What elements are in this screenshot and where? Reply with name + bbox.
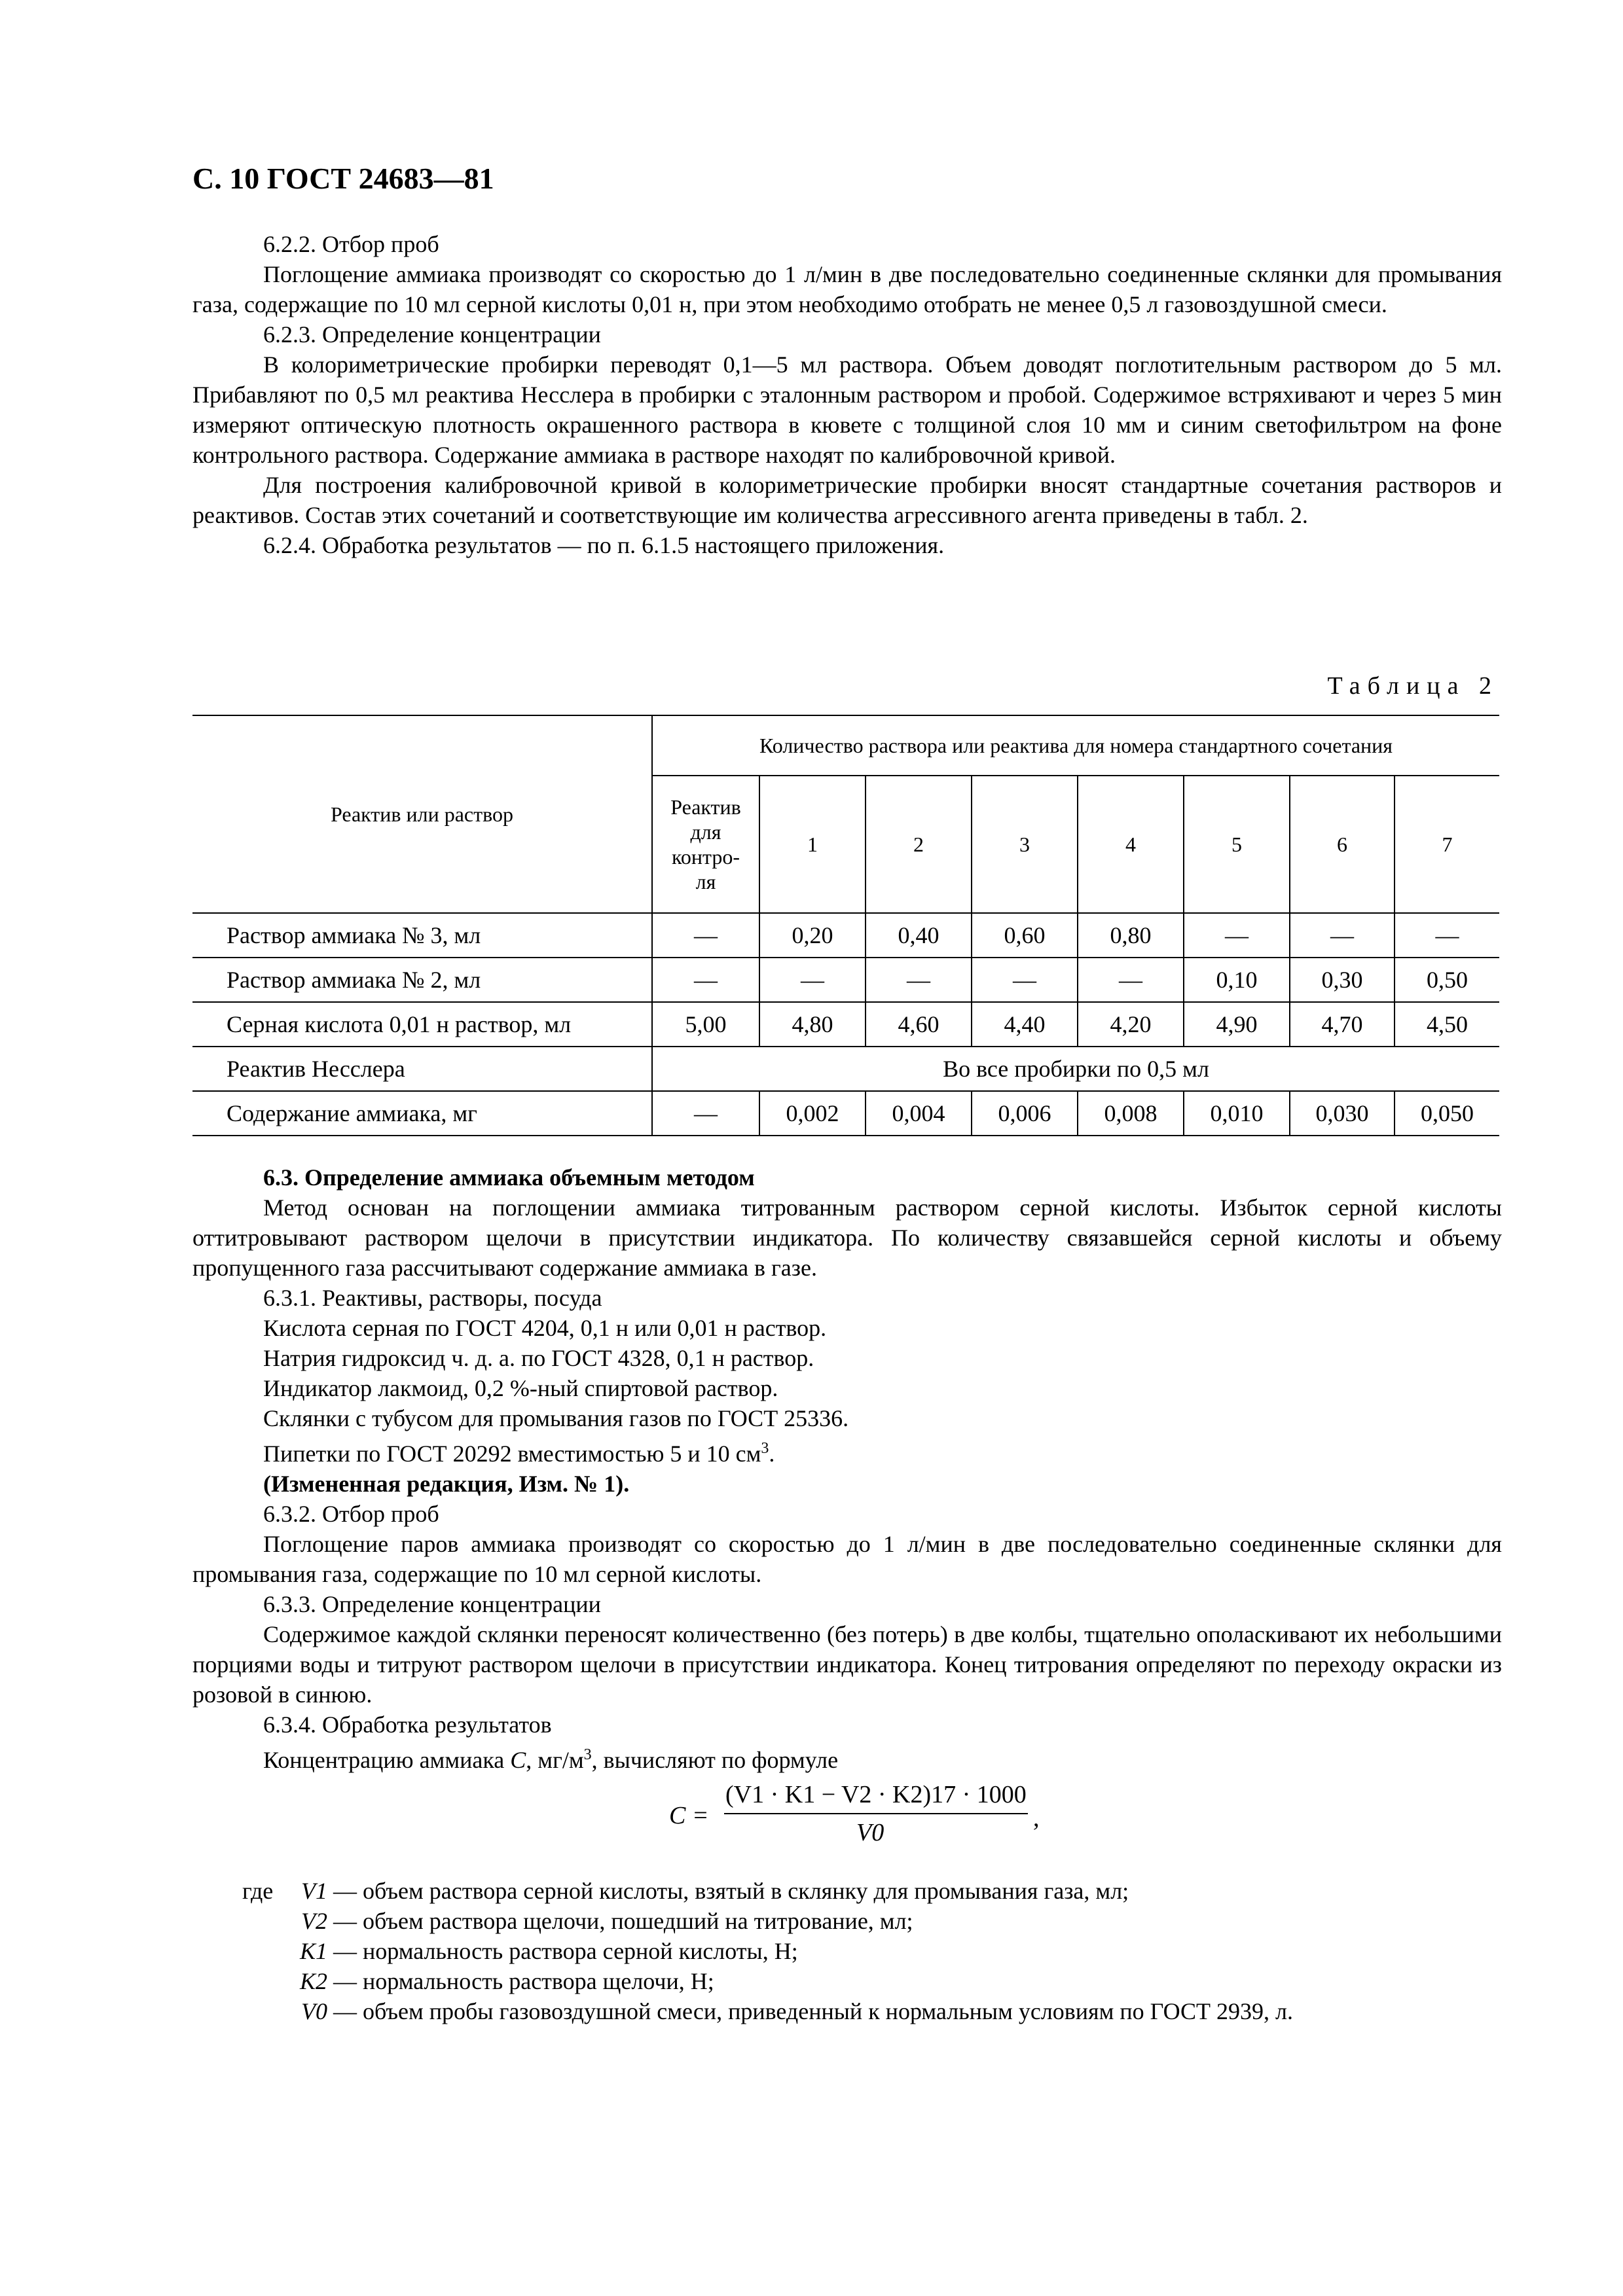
table-cell: 5,00: [652, 1002, 759, 1047]
table-cell: —: [1290, 913, 1395, 958]
reagent-line: [192, 1433, 1502, 1469]
superscript: 3: [583, 1746, 592, 1763]
table-cell: —: [1078, 958, 1184, 1002]
table-2: [192, 715, 1499, 1136]
table-cell: 0,80: [1078, 913, 1184, 958]
table-header-number: 5: [1184, 776, 1290, 913]
text: , вычисляют по формуле: [591, 1747, 839, 1773]
legend-item: [242, 1966, 1293, 1996]
table-header-group: Количество раствора или реактива для номера стандартного сочетания: [652, 715, 1499, 776]
paragraph: Поглощение аммиака производят со скоростью до 1 л/мин в две последовательно соединенные склянки для промывания газа, содержащие по 10 мл серной кислоты 0,01 н, при этом необходимо отобрать не менее 0,5 л газовоздушной смеси.: [192, 261, 1502, 317]
table-cell: 0,20: [759, 913, 866, 958]
table-row-label: Реактив Несслера: [192, 1047, 652, 1091]
symbol-c: C: [510, 1747, 526, 1773]
legend-text: — нормальность раствора щелочи, Н;: [333, 1968, 714, 1994]
fraction-bar: [724, 1813, 1028, 1814]
punctuation: .: [769, 1441, 775, 1467]
table-header-number: 3: [972, 776, 1078, 913]
section-6-2-text: [192, 229, 1502, 560]
table-cell: —: [866, 958, 972, 1002]
legend-item: [242, 1906, 1293, 1936]
page-header: С. 10 ГОСТ 24683—81: [192, 162, 494, 195]
legend-symbol: V1: [301, 1878, 327, 1904]
table-row-label: Раствор аммиака № 3, мл: [192, 913, 652, 958]
legend-symbol: V2: [301, 1908, 327, 1934]
legend-symbol: K1: [299, 1938, 327, 1964]
legend-text: — нормальность раствора серной кислоты, Н;: [333, 1938, 798, 1964]
legend-item: [242, 1996, 1293, 2026]
table-cell: 0,008: [1078, 1091, 1184, 1136]
paragraph: Для построения калибровочной кривой в колориметрические пробирки вносят стандартные сочетания растворов и реактивов. Состав этих сочетаний и соответствующие им количества агрессивного агента приведены в табл. 2.: [192, 472, 1502, 528]
subheading-6-2-4: 6.2.4. Обработка результатов — по п. 6.1.5 настоящего приложения.: [263, 532, 945, 558]
section-heading-6-3: 6.3. Определение аммиака объемным методом: [263, 1164, 755, 1191]
table-header-label: Реактив или раствор: [192, 715, 652, 913]
legend-text: — объем раствора серной кислоты, взятый в склянку для промывания газа, мл;: [333, 1878, 1129, 1904]
reagent-text: Пипетки по ГОСТ 20292 вместимостью 5 и 10 см: [263, 1441, 761, 1467]
formula-denominator: V0: [856, 1819, 884, 1846]
table-cell: —: [652, 1091, 759, 1136]
table-cell: 0,60: [972, 913, 1078, 958]
formula-comma: ,: [1033, 1804, 1040, 1832]
table-header-number: 4: [1078, 776, 1184, 913]
table-row: [192, 913, 1499, 958]
paragraph: Содержимое каждой склянки переносят количественно (без потерь) в две колбы, тщательно ополаскивают их небольшими порциями воды и титруют раствором щелочи в присутствии индикатора. Конец титрования определяют по переходу окраски из розовой в синюю.: [192, 1621, 1502, 1708]
table-cell: 0,050: [1395, 1091, 1499, 1136]
superscript: 3: [761, 1440, 769, 1457]
legend-symbol: K2: [299, 1968, 327, 1994]
subheading-6-3-2: 6.3.2. Отбор проб: [263, 1501, 439, 1527]
table-cell: 4,70: [1290, 1002, 1395, 1047]
table-cell: 4,80: [759, 1002, 866, 1047]
table-merged-cell: Во все пробирки по 0,5 мл: [652, 1047, 1499, 1091]
concentration-formula: [661, 1767, 1120, 1865]
table-header-control: Реактив для контро- ля: [652, 776, 759, 913]
table-cell: 0,030: [1290, 1091, 1395, 1136]
table-caption: Таблица 2: [1327, 672, 1499, 700]
table-cell: —: [652, 913, 759, 958]
legend-text: — объем пробы газовоздушной смеси, приведенный к нормальным условиям по ГОСТ 2939, л.: [333, 1998, 1293, 2024]
reagent-line: Натрия гидроксид ч. д. а. по ГОСТ 4328, 0,1 н раствор.: [263, 1345, 814, 1371]
table-cell: —: [1184, 913, 1290, 958]
where-word: где: [242, 1878, 274, 1904]
table-cell: —: [759, 958, 866, 1002]
table-row-label: Содержание аммиака, мг: [192, 1091, 652, 1136]
table-cell: 0,50: [1395, 958, 1499, 1002]
text: Концентрацию аммиака: [263, 1747, 511, 1773]
table-cell: 4,60: [866, 1002, 972, 1047]
paragraph: В колориметрические пробирки переводят 0,1—5 мл раствора. Объем доводят поглотительным раствором до 5 мл. Прибавляют по 0,5 мл реактива Несслера в пробирки с эталонным раствором и пробой. Содержимое встряхивают и через 5 мин измеряют оптическую плотность окрашенного раствора в кювете с толщиной слоя 10 мм и синим светофильтром на фоне контрольного раствора. Содержание аммиака в растворе находят по калибровочной кривой.: [192, 351, 1502, 468]
formula-numerator: (V1 · K1 − V2 · K2)17 · 1000: [725, 1781, 1027, 1808]
table-header-number: 1: [759, 776, 866, 913]
table-cell: 0,002: [759, 1091, 866, 1136]
section-6-3-text: [192, 1162, 1502, 1775]
table-row-label: Серная кислота 0,01 н раствор, мл: [192, 1002, 652, 1047]
table-cell: 0,30: [1290, 958, 1395, 1002]
paragraph: Метод основан на поглощении аммиака титрованным раствором серной кислоты. Избыток серной кислоты оттитровывают раствором щелочи в присутствии индикатора. По количеству связавшейся серной кислоты и объему пропущенного газа рассчитывают содержание аммиака в газе.: [192, 1194, 1502, 1281]
table-header-number: 7: [1395, 776, 1499, 913]
reagent-line: Индикатор лакмоид, 0,2 %-ный спиртовой раствор.: [263, 1375, 778, 1401]
table-cell: 0,006: [972, 1091, 1078, 1136]
legend-text: — объем раствора щелочи, пошедший на титрование, мл;: [333, 1908, 913, 1934]
table-header-number: 6: [1290, 776, 1395, 913]
table-cell: —: [652, 958, 759, 1002]
subheading-6-3-1: 6.3.1. Реактивы, растворы, посуда: [263, 1285, 602, 1311]
table-cell: 0,010: [1184, 1091, 1290, 1136]
table-cell: 0,40: [866, 913, 972, 958]
table-cell: —: [972, 958, 1078, 1002]
reagent-line: Кислота серная по ГОСТ 4204, 0,1 н или 0,01 н раствор.: [263, 1315, 827, 1341]
subheading-6-3-4: 6.3.4. Обработка результатов: [263, 1712, 552, 1738]
table-cell: —: [1395, 913, 1499, 958]
amendment-note: (Измененная редакция, Изм. № 1).: [263, 1471, 630, 1497]
subheading-6-3-3: 6.3.3. Определение концентрации: [263, 1591, 601, 1617]
legend-item: [242, 1936, 1293, 1966]
table-row-label: Раствор аммиака № 2, мл: [192, 958, 652, 1002]
table-cell: 4,20: [1078, 1002, 1184, 1047]
table-row: [192, 1091, 1499, 1136]
legend-item: [242, 1876, 1293, 1906]
table-cell: 4,50: [1395, 1002, 1499, 1047]
table-row: [192, 958, 1499, 1002]
table-cell: 4,90: [1184, 1002, 1290, 1047]
table-cell: 0,10: [1184, 958, 1290, 1002]
formula-legend: [242, 1876, 1293, 2026]
subheading-6-2-2: 6.2.2. Отбор проб: [263, 231, 439, 257]
text: , мг/м: [526, 1747, 584, 1773]
formula-lhs: C =: [669, 1802, 709, 1829]
legend-symbol: V0: [301, 1998, 327, 2024]
table-cell: 0,004: [866, 1091, 972, 1136]
reagent-line: Склянки с тубусом для промывания газов по ГОСТ 25336.: [263, 1405, 849, 1431]
table-cell: 4,40: [972, 1002, 1078, 1047]
table-row: [192, 1002, 1499, 1047]
paragraph: Поглощение паров аммиака производят со скоростью до 1 л/мин в две последовательно соединенные склянки для промывания газа, содержащие по 10 мл серной кислоты.: [192, 1531, 1502, 1587]
subheading-6-2-3: 6.2.3. Определение концентрации: [263, 321, 601, 348]
table-header-number: 2: [866, 776, 972, 913]
table-row: [192, 1047, 1499, 1091]
